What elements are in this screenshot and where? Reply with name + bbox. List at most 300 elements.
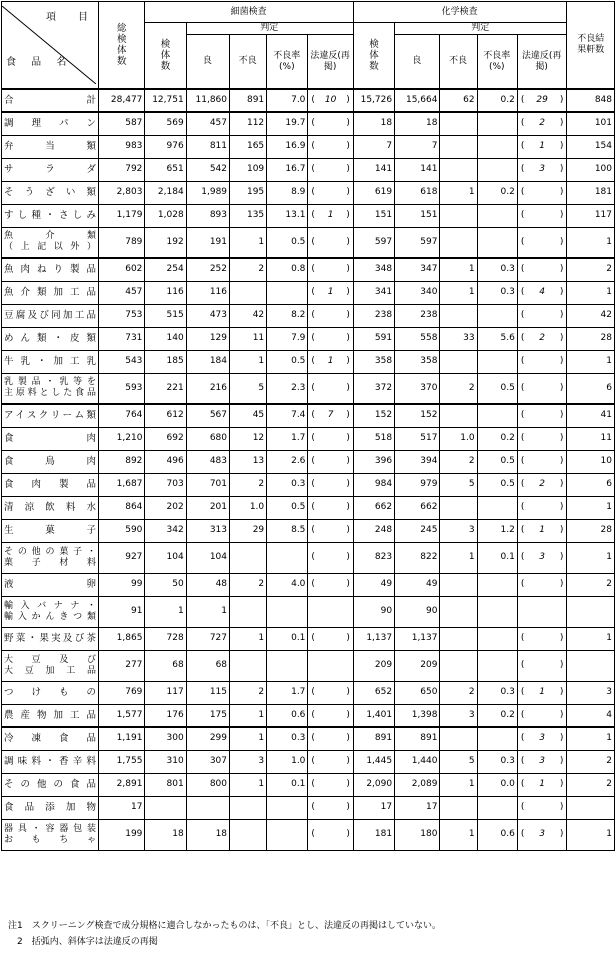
cell-c-rate: 0.3 xyxy=(477,681,517,704)
cell-b-good: 701 xyxy=(186,473,229,496)
paren-close: ) xyxy=(559,382,564,393)
paren-open: ( xyxy=(520,552,525,562)
food-name-cell: その他の食品 xyxy=(2,773,99,796)
cell-b-viol xyxy=(308,704,353,727)
violation-count: 4 xyxy=(539,287,545,297)
cell-b-viol xyxy=(308,681,353,704)
cell-total: 28,477 xyxy=(99,89,145,112)
cell-b-bad: 1 xyxy=(230,773,267,796)
cell-c-n: 90 xyxy=(353,596,394,627)
cell-c-n: 151 xyxy=(353,204,394,227)
cell-b-bad: 1 xyxy=(230,350,267,373)
cell-total: 789 xyxy=(99,227,145,258)
cell-total: 1,577 xyxy=(99,704,145,727)
cell-c-n: 152 xyxy=(353,404,394,427)
paren-open: ( xyxy=(311,210,315,220)
bacteria-bad-header: 不良 xyxy=(230,35,267,90)
cell-c-n: 619 xyxy=(353,181,394,204)
cell-c-rate: 0.5 xyxy=(477,473,517,496)
cell-b-good: 104 xyxy=(186,542,229,573)
cell-b-bad xyxy=(230,796,267,819)
total-inspected-header: 総検体数 xyxy=(99,2,145,90)
paren-close: ) xyxy=(559,141,564,151)
cell-c-rate: 0.2 xyxy=(477,704,517,727)
paren-open: ( xyxy=(311,687,315,697)
cell-b-n: 18 xyxy=(145,819,186,850)
paren-close: ) xyxy=(346,733,350,744)
cell-c-rate: 0.0 xyxy=(477,773,517,796)
cell-b-viol xyxy=(308,89,353,112)
cell-b-viol xyxy=(308,135,353,158)
cell-c-n: 984 xyxy=(353,473,394,496)
food-name-cell: 農産物加工品 xyxy=(2,704,99,727)
cell-c-viol xyxy=(517,819,567,850)
paren-open: ( xyxy=(520,187,525,197)
table-row xyxy=(2,819,615,850)
paren-open: ( xyxy=(520,333,525,343)
cell-b-viol xyxy=(308,327,353,350)
cell-c-rate xyxy=(477,158,517,181)
paren-close: ) xyxy=(559,456,564,466)
cell-c-good: 558 xyxy=(395,327,440,350)
cell-b-good: 727 xyxy=(186,627,229,650)
cell-b-n: 1,028 xyxy=(145,204,186,227)
inspection-results-table xyxy=(1,1,615,851)
cell-c-viol xyxy=(517,112,567,135)
cell-c-bad: 1.0 xyxy=(440,427,477,450)
paren-close: ) xyxy=(346,779,350,789)
paren-open: ( xyxy=(520,660,525,670)
paren-close: ) xyxy=(559,756,564,766)
cell-b-rate xyxy=(267,796,308,819)
cell-b-good: 48 xyxy=(186,573,229,596)
cell-c-good: 151 xyxy=(395,204,440,227)
paren-open: ( xyxy=(520,356,525,366)
item-label: 項 目 xyxy=(46,12,94,23)
cell-c-n: 396 xyxy=(353,450,394,473)
violation-count: 1 xyxy=(327,287,334,297)
cell-c-n: 7 xyxy=(353,135,394,158)
cell-b-n: 1 xyxy=(145,596,186,627)
cell-result: 28 xyxy=(567,327,615,350)
cell-total: 864 xyxy=(99,496,145,519)
paren-close: ) xyxy=(346,187,350,197)
cell-c-n: 662 xyxy=(353,496,394,519)
cell-c-n: 209 xyxy=(353,650,394,681)
chemical-bad-header: 不良 xyxy=(440,35,477,90)
cell-c-bad xyxy=(440,650,477,681)
cell-b-rate xyxy=(267,281,308,304)
cell-b-viol xyxy=(308,542,353,573)
paren-open: ( xyxy=(520,456,525,466)
cell-c-good: 180 xyxy=(395,819,440,850)
cell-total: 927 xyxy=(99,542,145,573)
food-name-cell: 食品添加物 xyxy=(2,796,99,819)
header-corner xyxy=(2,2,99,90)
cell-result xyxy=(567,796,615,819)
food-name-line-1: 器具・容器包装 xyxy=(4,823,96,834)
food-name-cell: 生 菓 子 xyxy=(2,519,99,542)
table-row xyxy=(2,542,615,573)
paren-close: ) xyxy=(559,164,564,174)
food-name-cell: すし種・さしみ xyxy=(2,204,99,227)
violation-count: 1 xyxy=(539,687,545,697)
cell-b-good: 567 xyxy=(186,404,229,427)
cell-c-good: 238 xyxy=(395,304,440,327)
table-row xyxy=(2,773,615,796)
food-name-cell: 清 涼 飲 料 水 xyxy=(2,496,99,519)
cell-total: 1,687 xyxy=(99,473,145,496)
violation-count: 2 xyxy=(539,118,545,129)
cell-c-rate xyxy=(477,350,517,373)
cell-b-n: 202 xyxy=(145,496,186,519)
cell-b-n: 496 xyxy=(145,450,186,473)
cell-b-n: 612 xyxy=(145,404,186,427)
food-name-cell: 調 理 パ ン xyxy=(2,112,99,135)
cell-b-rate xyxy=(267,819,308,850)
chemical-group-header: 化学検査 xyxy=(353,2,567,23)
bacteria-judgement-header: 判定 xyxy=(186,23,353,35)
paren-open: ( xyxy=(520,802,525,812)
paren-close: ) xyxy=(559,118,564,129)
cell-b-n: 104 xyxy=(145,542,186,573)
violation-count: 2 xyxy=(539,333,545,343)
chemical-good-header: 良 xyxy=(395,35,440,90)
cell-b-good: 184 xyxy=(186,350,229,373)
paren-open: ( xyxy=(311,709,315,720)
cell-b-bad: 1 xyxy=(230,727,267,750)
violation-count: 3 xyxy=(539,733,545,744)
cell-b-rate: 1.7 xyxy=(267,681,308,704)
cell-b-rate: 19.7 xyxy=(267,112,308,135)
cell-b-good: 115 xyxy=(186,681,229,704)
chemical-rate-header: 不良率(%) xyxy=(477,35,517,90)
cell-b-viol xyxy=(308,796,353,819)
paren-close: ) xyxy=(346,356,350,366)
cell-total: 99 xyxy=(99,573,145,596)
cell-b-rate xyxy=(267,596,308,627)
table-row xyxy=(2,135,615,158)
cell-result: 181 xyxy=(567,181,615,204)
cell-c-good: 597 xyxy=(395,227,440,258)
cell-b-viol xyxy=(308,750,353,773)
cell-c-n: 181 xyxy=(353,819,394,850)
cell-c-n: 372 xyxy=(353,373,394,404)
cell-c-good: 49 xyxy=(395,573,440,596)
cell-b-bad xyxy=(230,542,267,573)
cell-total: 587 xyxy=(99,112,145,135)
cell-c-n: 823 xyxy=(353,542,394,573)
cell-total: 593 xyxy=(99,373,145,404)
paren-close: ) xyxy=(346,579,350,589)
cell-b-n: 342 xyxy=(145,519,186,542)
cell-b-good: 252 xyxy=(186,258,229,281)
cell-result: 1 xyxy=(567,496,615,519)
cell-c-viol xyxy=(517,373,567,404)
table-row xyxy=(2,627,615,650)
cell-b-rate: 7.9 xyxy=(267,327,308,350)
cell-c-rate: 0.3 xyxy=(477,258,517,281)
cell-b-n: 221 xyxy=(145,373,186,404)
cell-result: 848 xyxy=(567,89,615,112)
cell-c-rate: 0.2 xyxy=(477,89,517,112)
cell-b-bad xyxy=(230,650,267,681)
cell-b-bad: 1 xyxy=(230,704,267,727)
cell-b-bad xyxy=(230,596,267,627)
paren-close: ) xyxy=(346,164,350,174)
food-name-line-2: （上記以外） xyxy=(4,242,96,253)
cell-c-n: 248 xyxy=(353,519,394,542)
cell-c-good: 17 xyxy=(395,796,440,819)
cell-c-n: 15,726 xyxy=(353,89,394,112)
bacteria-good-header: 良 xyxy=(186,35,229,90)
paren-open: ( xyxy=(311,829,315,839)
paren-close: ) xyxy=(559,633,564,643)
food-name-cell: 調味料・香辛料 xyxy=(2,750,99,773)
paren-open: ( xyxy=(311,756,315,766)
violation-count: 3 xyxy=(539,164,545,174)
cell-c-good: 347 xyxy=(395,258,440,281)
paren-open: ( xyxy=(520,829,525,839)
cell-c-viol xyxy=(517,627,567,650)
cell-b-rate: 2.6 xyxy=(267,450,308,473)
cell-b-good: 893 xyxy=(186,204,229,227)
cell-b-rate: 0.6 xyxy=(267,704,308,727)
cell-b-good: 216 xyxy=(186,373,229,404)
food-name-cell: 魚介類加工品 xyxy=(2,281,99,304)
cell-c-viol xyxy=(517,727,567,750)
table-row xyxy=(2,427,615,450)
cell-c-n: 18 xyxy=(353,112,394,135)
cell-b-bad: 42 xyxy=(230,304,267,327)
cell-result: 101 xyxy=(567,112,615,135)
paren-open: ( xyxy=(311,333,315,343)
cell-b-viol xyxy=(308,258,353,281)
cell-b-viol xyxy=(308,573,353,596)
cell-b-viol xyxy=(308,727,353,750)
paren-close: ) xyxy=(346,382,350,393)
paren-open: ( xyxy=(311,525,315,535)
cell-total: 543 xyxy=(99,350,145,373)
food-name-cell: 魚肉ねり製品 xyxy=(2,258,99,281)
cell-result: 42 xyxy=(567,304,615,327)
cell-c-rate: 1.2 xyxy=(477,519,517,542)
paren-close: ) xyxy=(346,633,350,643)
cell-c-bad xyxy=(440,573,477,596)
cell-b-rate: 0.1 xyxy=(267,773,308,796)
cell-b-bad: 11 xyxy=(230,327,267,350)
paren-close: ) xyxy=(346,829,350,839)
cell-c-n: 348 xyxy=(353,258,394,281)
paren-open: ( xyxy=(520,382,525,393)
cell-b-bad: 2 xyxy=(230,573,267,596)
cell-c-n: 1,401 xyxy=(353,704,394,727)
cell-c-good: 394 xyxy=(395,450,440,473)
cell-b-n: 50 xyxy=(145,573,186,596)
paren-close: ) xyxy=(346,141,350,151)
food-name-line-2: 大豆加工品 xyxy=(4,665,96,676)
cell-c-rate xyxy=(477,796,517,819)
cell-result: 3 xyxy=(567,681,615,704)
chemical-violation-header: 法違反(再掲) xyxy=(517,35,567,90)
cell-c-bad xyxy=(440,350,477,373)
paren-open: ( xyxy=(311,141,315,151)
bacteria-group-header: 細菌検査 xyxy=(145,2,353,23)
cell-result: 41 xyxy=(567,404,615,427)
violation-count: 1 xyxy=(539,779,545,789)
table-row xyxy=(2,596,615,627)
table-row xyxy=(2,227,615,258)
cell-c-viol xyxy=(517,158,567,181)
cell-b-good: 811 xyxy=(186,135,229,158)
cell-c-rate: 0.3 xyxy=(477,281,517,304)
cell-c-bad xyxy=(440,158,477,181)
cell-b-good: 191 xyxy=(186,227,229,258)
food-name-line-2: お も ち ゃ xyxy=(4,834,96,845)
cell-b-bad: 1 xyxy=(230,627,267,650)
paren-open: ( xyxy=(520,633,525,643)
cell-c-viol xyxy=(517,427,567,450)
cell-b-good: 18 xyxy=(186,819,229,850)
food-name-cell: 野菜・果実及び茶 xyxy=(2,627,99,650)
cell-total: 731 xyxy=(99,327,145,350)
food-name-cell: 合 計 xyxy=(2,89,99,112)
cell-b-rate: 16.7 xyxy=(267,158,308,181)
cell-c-viol xyxy=(517,650,567,681)
paren-close: ) xyxy=(559,287,564,297)
cell-b-good: 680 xyxy=(186,427,229,450)
cell-c-n: 518 xyxy=(353,427,394,450)
result-count-header: 不良結果軒数 xyxy=(567,2,615,90)
cell-b-viol xyxy=(308,650,353,681)
paren-open: ( xyxy=(311,552,315,562)
paren-open: ( xyxy=(520,141,525,151)
cell-c-rate xyxy=(477,204,517,227)
footnote-1: 注1 スクリーニング検査で成分規格に適合しなかったものは、「不良」とし、法違反の再掲はしていない。 xyxy=(8,921,442,931)
cell-result: 2 xyxy=(567,773,615,796)
cell-c-good: 979 xyxy=(395,473,440,496)
cell-b-good: 175 xyxy=(186,704,229,727)
cell-c-bad xyxy=(440,227,477,258)
cell-result: 1 xyxy=(567,819,615,850)
cell-b-good: 1,989 xyxy=(186,181,229,204)
cell-c-n: 341 xyxy=(353,281,394,304)
food-name-cell: 牛乳・加工乳 xyxy=(2,350,99,373)
cell-total: 277 xyxy=(99,650,145,681)
cell-c-good: 209 xyxy=(395,650,440,681)
cell-b-rate: 0.5 xyxy=(267,350,308,373)
cell-c-rate xyxy=(477,135,517,158)
cell-b-n: 728 xyxy=(145,627,186,650)
cell-result: 154 xyxy=(567,135,615,158)
violation-count: 1 xyxy=(539,525,545,535)
paren-close: ) xyxy=(346,552,350,562)
cell-total: 764 xyxy=(99,404,145,427)
cell-b-n: 300 xyxy=(145,727,186,750)
table-row xyxy=(2,796,615,819)
table-row xyxy=(2,519,615,542)
food-name-cell: 食 肉 製 品 xyxy=(2,473,99,496)
cell-c-n: 1,137 xyxy=(353,627,394,650)
paren-open: ( xyxy=(520,733,525,744)
paren-open: ( xyxy=(520,756,525,766)
paren-close: ) xyxy=(559,829,564,839)
cell-result: 117 xyxy=(567,204,615,227)
cell-c-bad: 1 xyxy=(440,542,477,573)
cell-c-viol xyxy=(517,596,567,627)
paren-close: ) xyxy=(559,687,564,697)
food-name-cell xyxy=(2,819,99,850)
cell-c-bad: 33 xyxy=(440,327,477,350)
table-row xyxy=(2,681,615,704)
cell-c-n: 358 xyxy=(353,350,394,373)
paren-close: ) xyxy=(559,552,564,562)
cell-b-bad: 195 xyxy=(230,181,267,204)
cell-c-rate xyxy=(477,112,517,135)
cell-total: 2,891 xyxy=(99,773,145,796)
cell-c-n: 597 xyxy=(353,227,394,258)
paren-close: ) xyxy=(559,733,564,744)
cell-b-n: 12,751 xyxy=(145,89,186,112)
paren-open: ( xyxy=(520,236,525,247)
paren-open: ( xyxy=(311,502,315,512)
cell-b-bad: 1.0 xyxy=(230,496,267,519)
cell-c-good: 370 xyxy=(395,373,440,404)
cell-total: 769 xyxy=(99,681,145,704)
cell-total: 753 xyxy=(99,304,145,327)
paren-close: ) xyxy=(346,709,350,720)
paren-open: ( xyxy=(520,310,525,320)
cell-b-rate xyxy=(267,650,308,681)
cell-b-rate: 0.5 xyxy=(267,227,308,258)
paren-close: ) xyxy=(346,756,350,766)
food-name-cell xyxy=(2,373,99,404)
cell-b-rate: 0.1 xyxy=(267,627,308,650)
cell-b-bad: 135 xyxy=(230,204,267,227)
paren-close: ) xyxy=(559,187,564,197)
paren-close: ) xyxy=(559,779,564,789)
cell-c-viol xyxy=(517,704,567,727)
cell-c-n: 591 xyxy=(353,327,394,350)
paren-open: ( xyxy=(520,433,525,443)
food-name-cell: 豆腐及び同加工品 xyxy=(2,304,99,327)
cell-c-rate xyxy=(477,727,517,750)
cell-b-n: 310 xyxy=(145,750,186,773)
table-row xyxy=(2,181,615,204)
violation-count: 1 xyxy=(327,356,334,366)
paren-open: ( xyxy=(311,733,315,744)
food-name-cell: 食 肉 xyxy=(2,427,99,450)
cell-c-viol xyxy=(517,773,567,796)
cell-total: 892 xyxy=(99,450,145,473)
paren-close: ) xyxy=(346,210,350,220)
cell-c-good: 141 xyxy=(395,158,440,181)
cell-b-bad: 2 xyxy=(230,473,267,496)
paren-open: ( xyxy=(520,779,525,789)
cell-result: 1 xyxy=(567,727,615,750)
cell-b-viol xyxy=(308,819,353,850)
paren-open: ( xyxy=(520,210,525,220)
cell-total: 91 xyxy=(99,596,145,627)
violation-count: 7 xyxy=(327,410,334,421)
paren-open: ( xyxy=(311,118,315,129)
cell-total: 1,191 xyxy=(99,727,145,750)
cell-b-bad: 1 xyxy=(230,227,267,258)
paren-open: ( xyxy=(311,356,315,366)
cell-b-n xyxy=(145,796,186,819)
paren-open: ( xyxy=(520,264,525,275)
food-name-cell: サ ラ ダ xyxy=(2,158,99,181)
